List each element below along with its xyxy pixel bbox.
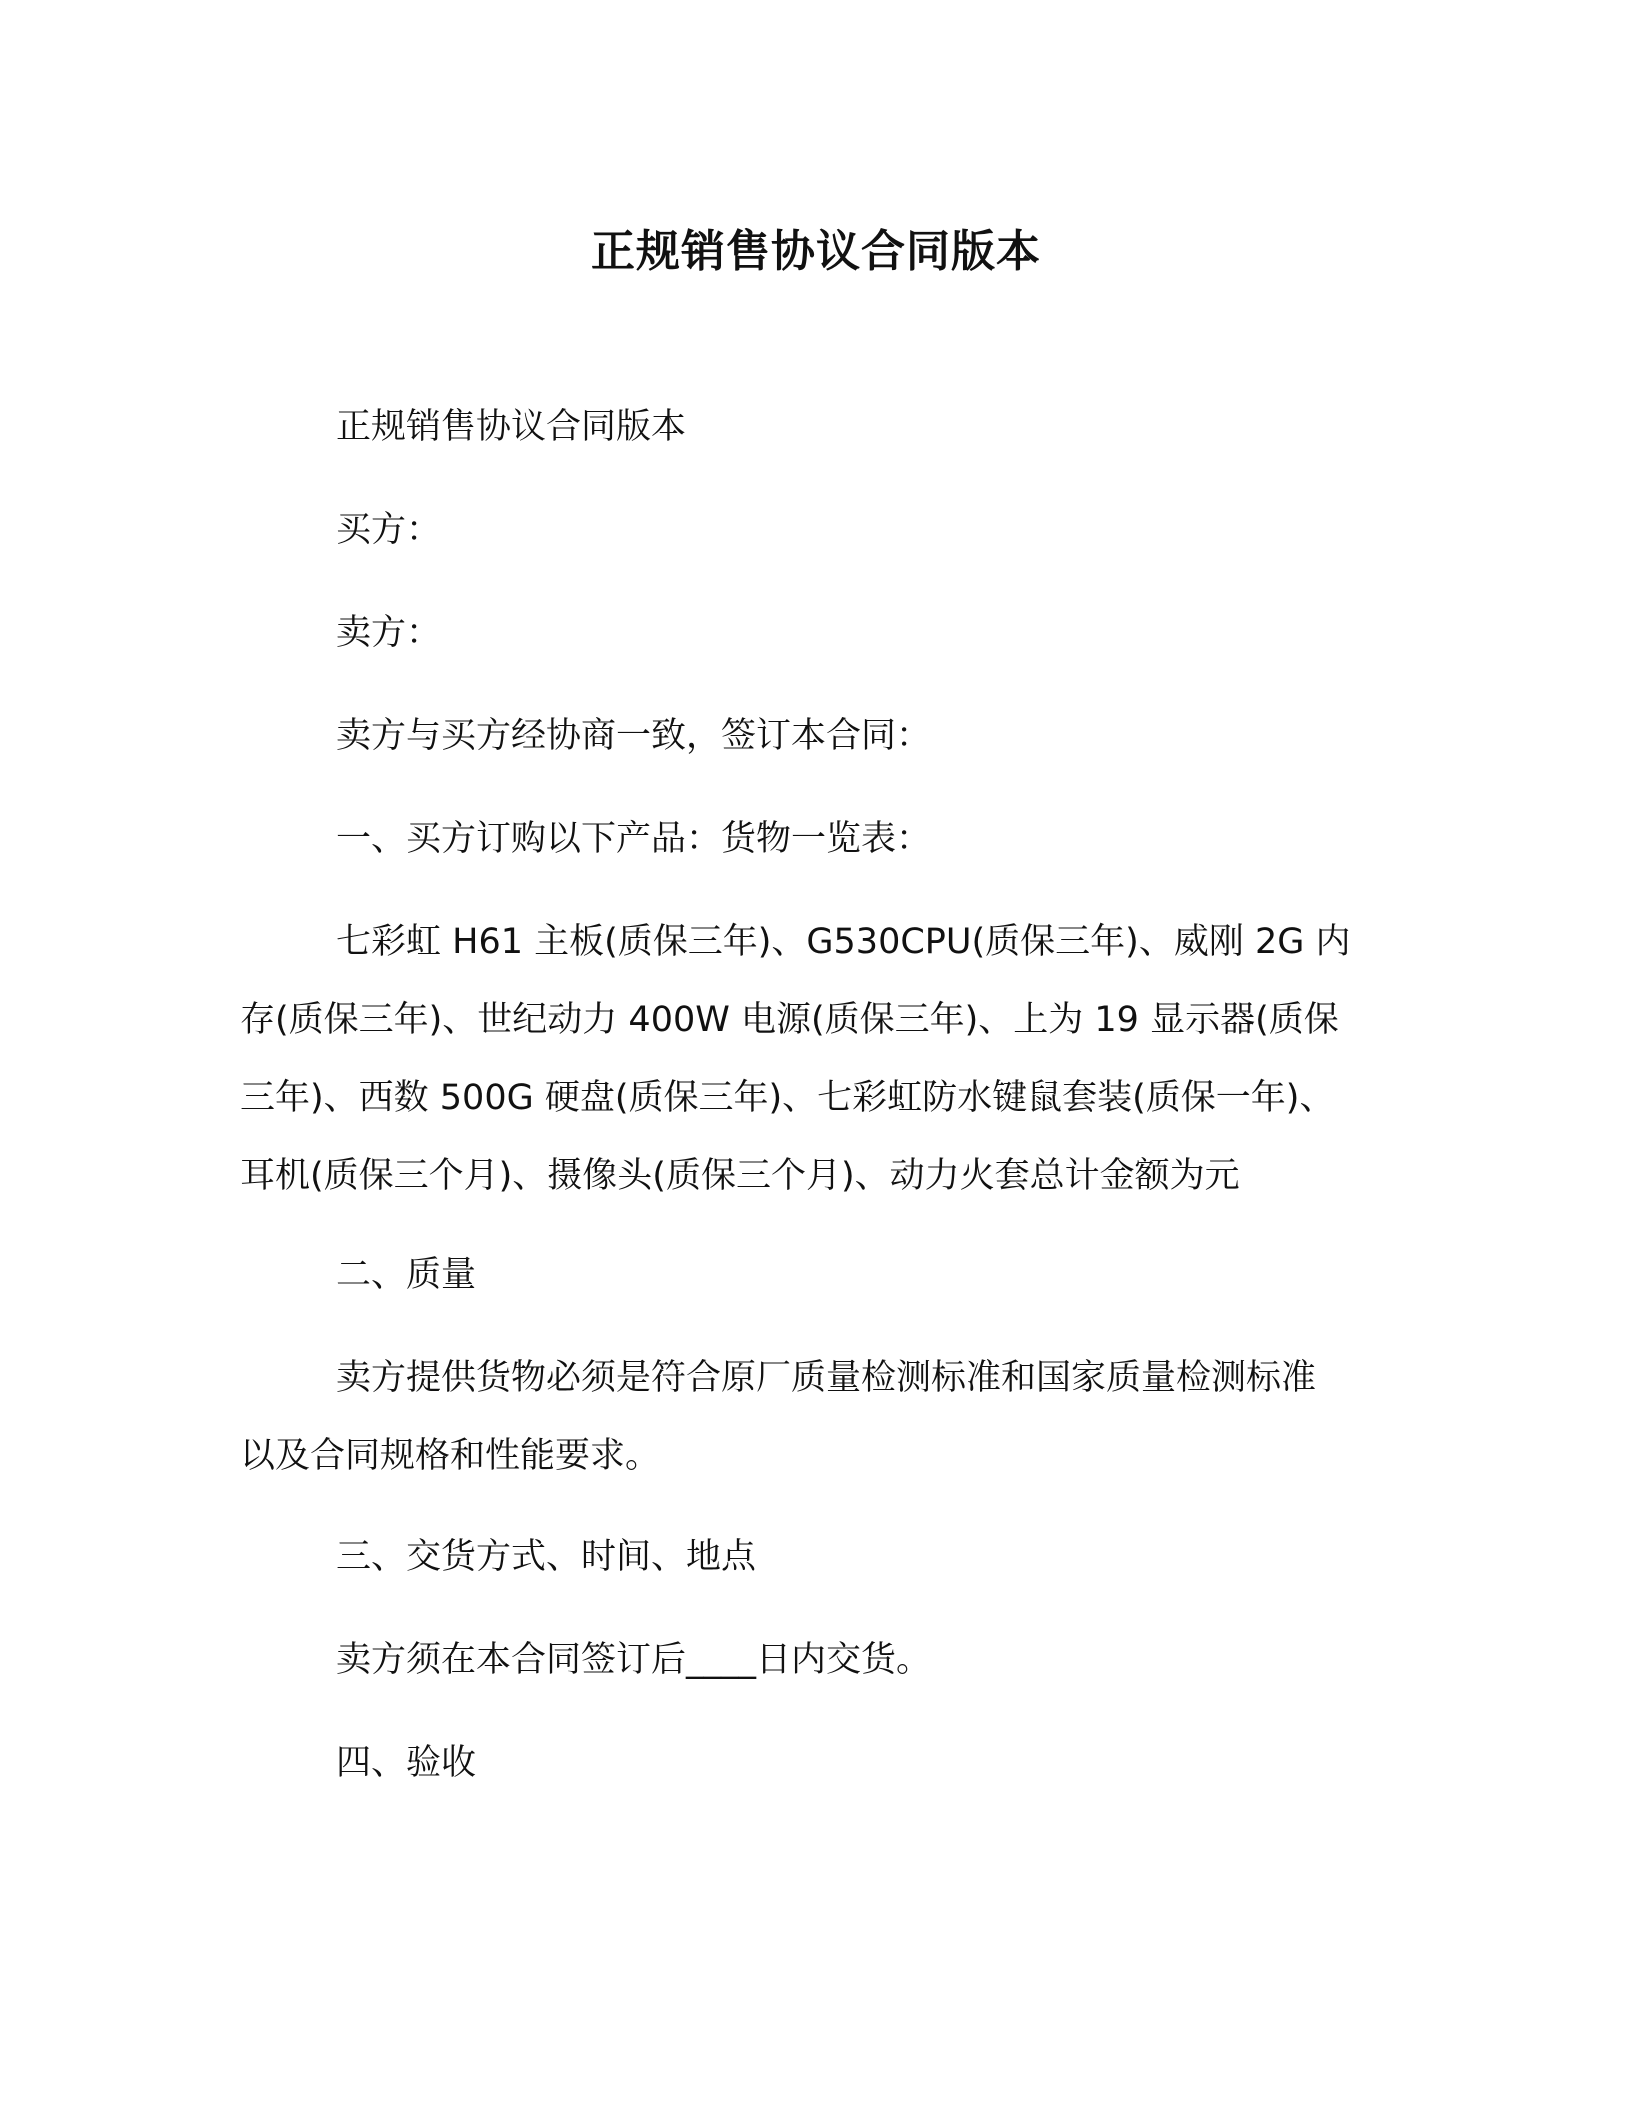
subtitle-line: 正规销售协议合同版本 [336, 407, 687, 447]
section1-body-line: 三年)、西数 500G 硬盘(质保三年)、七彩虹防水键鼠套装(质保一年)、 [240, 1078, 1335, 1118]
section1-body [240, 903, 1380, 1215]
section3-heading: 三、交货方式、时间、地点 [336, 1537, 757, 1577]
section4-heading: 四、验收 [336, 1743, 477, 1783]
document-title: 正规销售协议合同版本 [591, 226, 1041, 277]
section2-body-line: 以及合同规格和性能要求。 [240, 1436, 661, 1476]
section3-body: 卖方须在本合同签订后____日内交货。 [336, 1640, 932, 1680]
section1-body-line: 七彩虹 H61 主板(质保三年)、G530CPU(质保三年)、威刚 2G 内 [336, 922, 1351, 962]
buyer-line: 买方： [336, 510, 442, 550]
section2-body [240, 1339, 1380, 1495]
section1-body-line: 耳机(质保三个月)、摄像头(质保三个月)、动力火套总计金额为元 [240, 1156, 1240, 1196]
section2-body-line: 卖方提供货物必须是符合原厂质量检测标准和国家质量检测标准 [336, 1358, 1317, 1398]
intro-line: 卖方与买方经协商一致，签订本合同： [336, 716, 932, 756]
seller-line: 卖方： [336, 613, 442, 653]
section1-body-line: 存(质保三年)、世纪动力 400W 电源(质保三年)、上为 19 显示器(质保 [240, 1000, 1339, 1040]
section1-heading: 一、买方订购以下产品：货物一览表： [336, 819, 932, 859]
section2-heading: 二、质量 [336, 1255, 477, 1295]
